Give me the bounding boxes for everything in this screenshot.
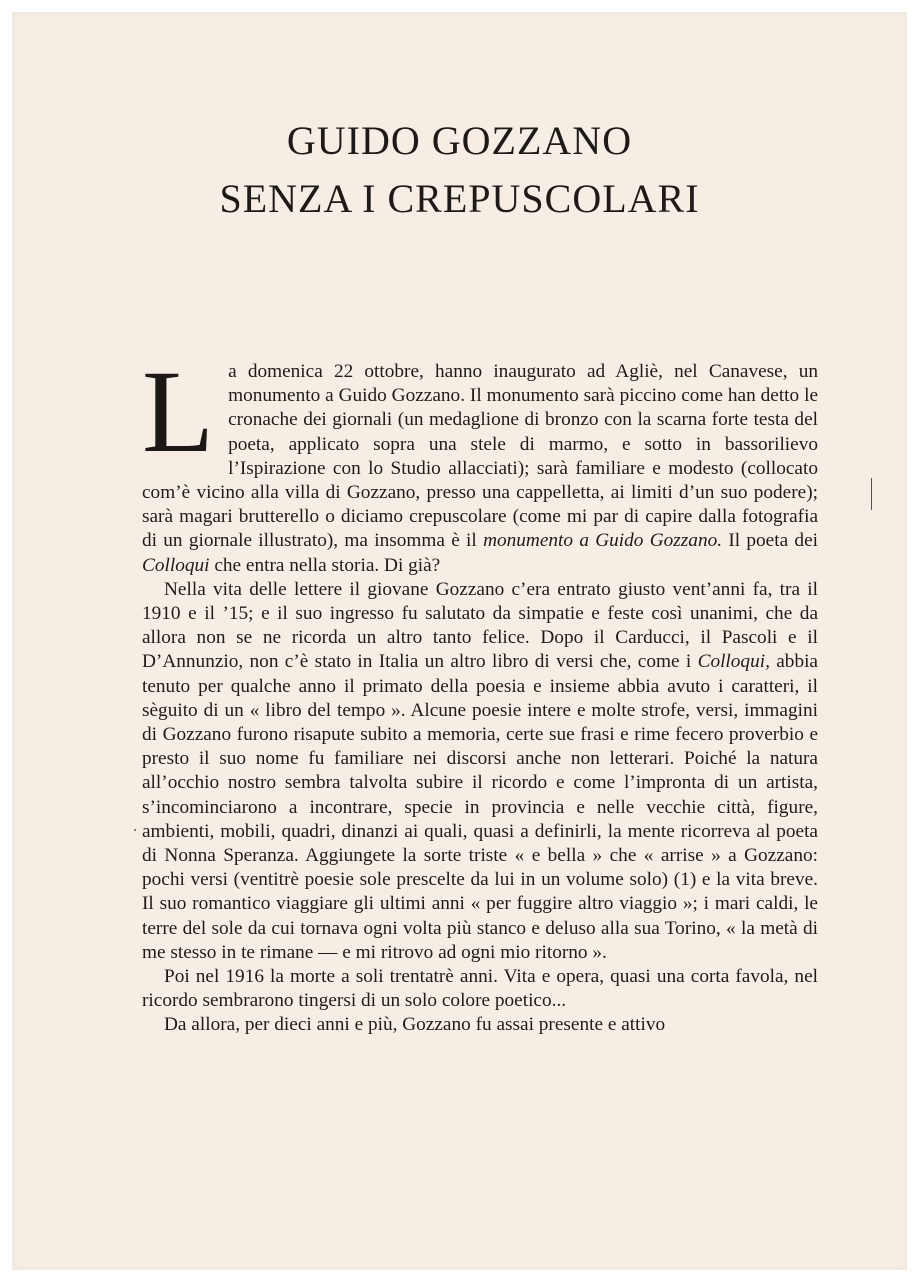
paragraph-2-text-a: Nella vita delle lettere il giovane Gozzano c’era entrato giusto vent’anni fa, tra il 1910 e il ’15; e il suo ingresso fu salutato da simpatie e feste così unanimi, che da allora non se ne ricorda un altro tanto felice. Dopo il Carducci, il Pascoli e il D’Annunzio, non c’è stato in Italia un altro libro di versi che, come i (142, 578, 818, 673)
paragraph-2-italic-1: Colloqui, (697, 651, 770, 673)
paragraph-2-text-b: abbia tenuto per qualche anno il primato della poesia e insieme abbia avuto i caratteri, il sèguito di un « libro del tempo ». Alcune poesie intere e molte strofe, versi, immagini di Gozzano furono risapute subito a memoria, certe sue frasi e rime fecero proverbio e presto il suo nome fu familiare nei discorsi anche non letterari. Poiché la natura all’occhio nostro sembra talvolta subire il ricordo e come l’impronta di un artista, s’incominciarono a incontrare, specie in provincia e nelle vecchie città, figure, ambienti, mobili, quadri, dinanzi ai quali, quasi a definirli, la mente ricorreva al poeta di Nonna Speranza. Aggiungete la sorte triste « e bella » che « arrise » a Gozzano: pochi versi (ventitrè poesie sole prescelte da lui in un volume solo) (1) e la vita breve. Il suo romantico viaggiare gli ultimi anni « per fuggire altro viaggio »; i mari caldi, le terre del sole da cui tornava ogni volta più stanco e deluso alla sua Torino, « la metà di me stesso in te rimane — e mi ritrovo ad ogni mio ritorno ». (142, 651, 818, 963)
paragraph-1-text-b: Il poeta dei (722, 530, 818, 552)
paragraph-4: Da allora, per dieci anni e più, Gozzano fu assai presente e attivo (164, 1014, 666, 1036)
article-title-line-1: GUIDO GOZZANO (286, 118, 633, 163)
article-body (142, 346, 818, 1038)
paragraph-1-italic-2: Colloqui (142, 554, 210, 576)
margin-dot (134, 829, 136, 831)
article-title-line-2: SENZA I CREPUSCOLARI (219, 176, 700, 221)
paragraph-1-italic-1: monumento a Guido Gozzano. (483, 530, 723, 552)
paragraph-2 (142, 578, 818, 965)
paragraph-1 (142, 346, 818, 578)
paragraph-3: Poi nel 1916 la morte a soli trentatrè anni. Vita e opera, quasi una corta favola, nel ricordo sembrarono tingersi di un solo colore poetico... (142, 966, 818, 1012)
margin-mark (871, 478, 872, 510)
paragraph-1-text-c: che entra nella storia. Di già? (209, 554, 441, 576)
paragraph-1-text-a: a domenica 22 ottobre, hanno inaugurato ad Agliè, nel Canavese, un monumento a Guido Gozzano. Il monumento sarà piccino come han detto le cronache dei giornali (un medaglione di bronzo con la scarna forte testa del poeta, applicato sopra una stele di marmo, e sotto in bassorilievo l’Ispirazione con lo Studio allacciati); sarà familiare e modesto (collocato com’è vicino alla villa di Gozzano, presso una cappelletta, ai limiti d’un suo podere); sarà magari brutterello o diciamo crepuscolare (come mi par di capire dalla fotografia di un giornale illustrato), ma insomma è il (142, 361, 818, 552)
drop-cap: L (142, 346, 215, 477)
